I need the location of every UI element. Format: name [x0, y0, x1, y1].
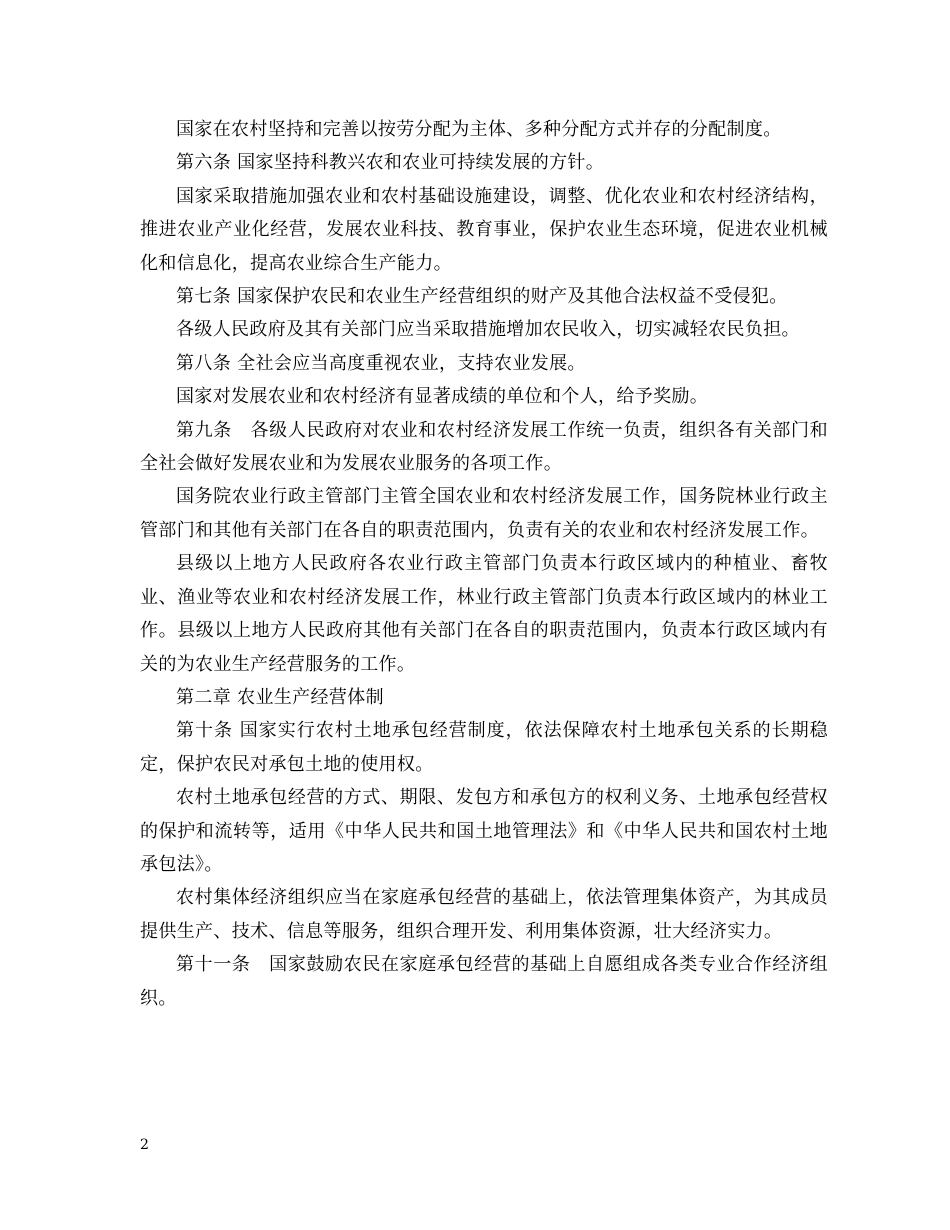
paragraph-10: 县级以上地方人民政府各农业行政主管部门负责本行政区域内的种植业、畜牧业、渔业等农业和农村经济发展工作，林业行政主管部门负责本行政区域内的林业工作。县级以上地方人民政府其他有关部门在各自的职责范围内，负责本行政区域内有关的为农业生产经营服务的工作。	[140, 553, 828, 675]
article-6-heading: 第六条 国家坚持科教兴农和农业可持续发展的方针。	[176, 152, 605, 174]
article-7-heading: 第七条 国家保护农民和农业生产经营组织的财产及其他合法权益不受侵犯。	[176, 286, 788, 308]
paragraph-5: 各级人民政府及其有关部门应当采取措施增加农民收入，切实减轻农民负担。	[176, 319, 800, 341]
document-body	[140, 113, 828, 1015]
paragraph-7: 国家对发展农业和农村经济有显著成绩的单位和个人，给予奖励。	[176, 386, 709, 408]
page-number: 2	[140, 1137, 149, 1153]
paragraph-14: 农村集体经济组织应当在家庭承包经营的基础上，依法管理集体资产，为其成员提供生产、技术、信息等服务，组织合理开发、利用集体资源，壮大经济实力。	[140, 887, 828, 942]
paragraph-3: 国家采取措施加强农业和农村基础设施建设，调整、优化农业和农村经济结构，推进农业产业化经营，发展农业科技、教育事业，保护农业生态环境，促进农业机械化和信息化，提高农业综合生产能力。	[140, 185, 828, 274]
article-9-paragraph: 第九条 各级人民政府对农业和农村经济发展工作统一负责，组织各有关部门和全社会做好发展农业和为发展农业服务的各项工作。	[140, 419, 828, 475]
article-10-paragraph: 第十条 国家实行农村土地承包经营制度，依法保障农村土地承包关系的长期稳定，保护农民对承包土地的使用权。	[140, 720, 828, 775]
article-11-paragraph: 第十一条 国家鼓励农民在家庭承包经营的基础上自愿组成各类专业合作经济组织。	[140, 954, 828, 1009]
paragraph-1: 国家在农村坚持和完善以按劳分配为主体、多种分配方式并存的分配制度。	[176, 119, 782, 140]
paragraph-9: 国务院农业行政主管部门主管全国农业和农村经济发展工作，国务院林业行政主管部门和其他有关部门在各自的职责范围内，负责有关的农业和农村经济发展工作。	[140, 486, 828, 541]
article-8-heading: 第八条 全社会应当高度重视农业，支持农业发展。	[176, 352, 586, 374]
chapter-2-heading: 第二章 农业生产经营体制	[176, 686, 384, 708]
paragraph-13: 农村土地承包经营的方式、期限、发包方和承包方的权利义务、土地承包经营权的保护和流转等，适用《中华人民共和国土地管理法》和《中华人民共和国农村土地承包法》。	[140, 787, 828, 875]
